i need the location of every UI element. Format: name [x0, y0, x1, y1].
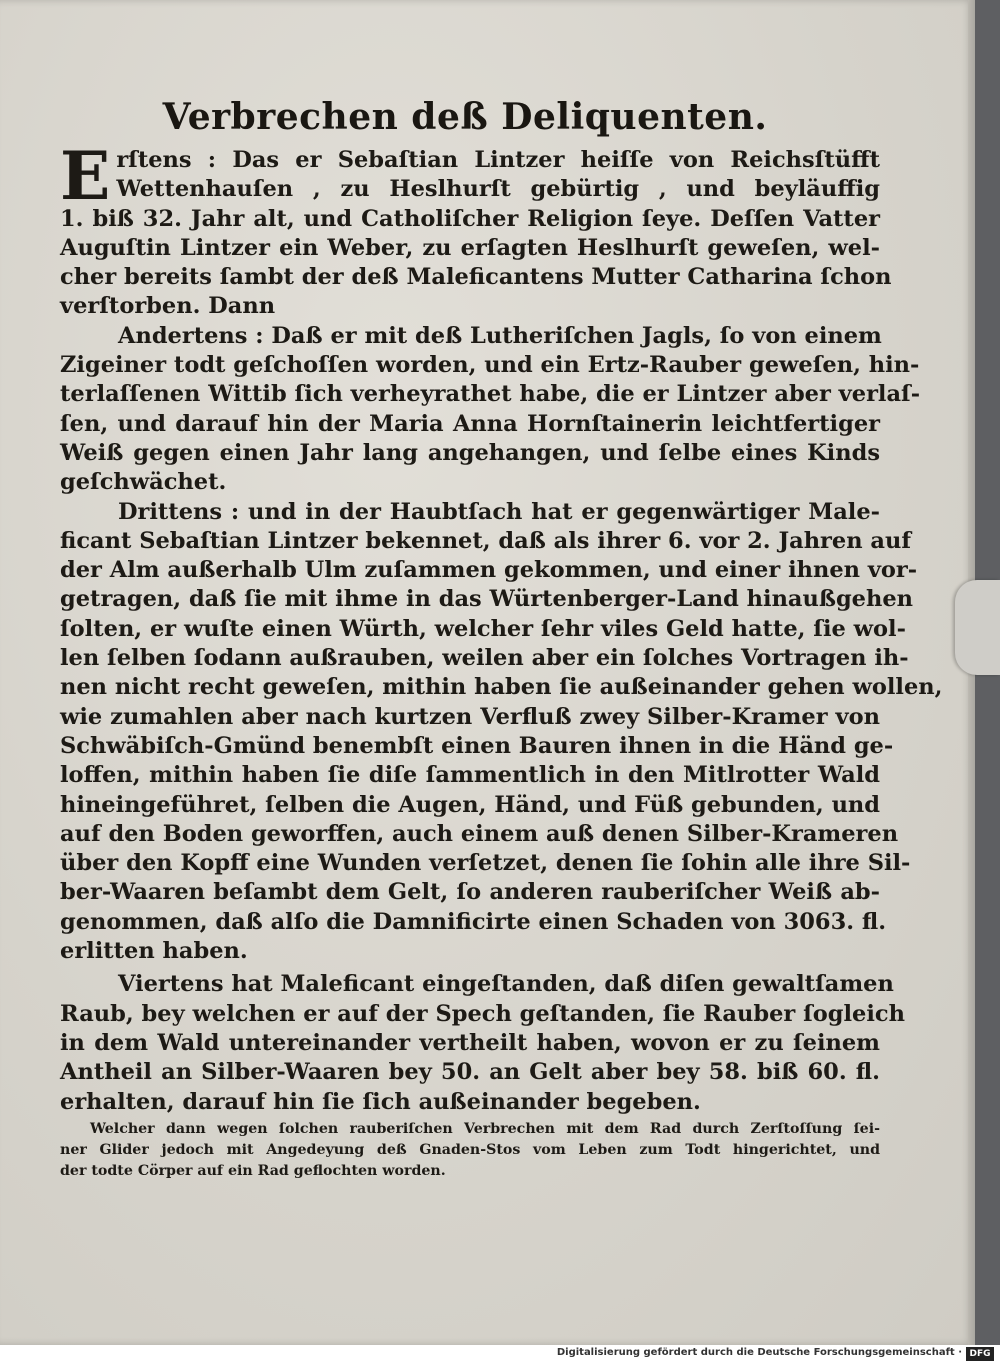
text-line: ſolten, er wuſte einen Würth, welcher ſehr viles Geld hatte, ſie wol-: [60, 615, 906, 642]
text-line: in dem Wald untereinander vertheilt haben, wovon er zu ſeinem: [60, 1029, 880, 1056]
text-line: getragen, daß ſie mit ihme in das Würtenberger-Land hinaußgehen: [60, 586, 914, 613]
text-line: loffen, mithin haben ſie diſe ſammentlich in den Mitlrotter Wald: [60, 762, 880, 789]
paragraph-drittens: [60, 498, 943, 967]
text-line: ber-Waaren beſambt dem Gelt, ſo anderen rauberiſcher Weiß ab-: [60, 879, 880, 906]
text-line: über den Kopff eine Wunden verſetzet, denen ſie ſohin alle ihre Sil-: [60, 850, 911, 877]
text-line: hineingeführet, ſelben die Augen, Händ, und Füß gebunden, und: [60, 791, 881, 818]
text-line: Antheil an Silber-Waaren bey 50. an Gelt aber bey 58. biß 60. fl.: [60, 1059, 880, 1086]
note-line: der todte Cörper auf ein Rad geflochten worden.: [60, 1162, 446, 1179]
page-clip-tab: [955, 580, 1000, 675]
text-line: Viertens hat Maleficant eingeſtanden, daß diſen gewaltſamen: [118, 971, 894, 998]
paragraph-andertens: [60, 322, 921, 498]
text-line: Andertens : Daß er mit deß Lutheriſchen Jagls, ſo von einem: [118, 322, 882, 349]
text-line: Wettenhauſen , zu Heslhurſt gebürtig , und beyläuffig: [116, 176, 880, 203]
text-line: len ſelben ſodann außrauben, weilen aber ein ſolches Vortragen ih-: [60, 645, 909, 672]
page-title: Verbrechen deß Deliquenten.: [162, 96, 768, 138]
text-line: erhalten, darauf hin ſie ſich außeinander begeben.: [60, 1088, 701, 1115]
text-line: verſtorben. Dann: [60, 293, 276, 320]
digitization-footer: [0, 1345, 1000, 1363]
paragraph-viertens: [60, 970, 905, 1116]
text-line: Weiß gegen einen Jahr lang angehangen, und ſelbe eines Kinds: [60, 439, 880, 466]
text-line: erlitten haben.: [60, 938, 248, 965]
drop-cap: E: [60, 137, 111, 215]
text-line: wie zumahlen aber nach kurtzen Verfluß zwey Silber-Kramer von: [60, 703, 880, 730]
note-line: Welcher dann wegen ſolchen rauberiſchen Verbrechen mit dem Rad durch Zerſtoſſung ſei-: [90, 1120, 880, 1137]
footer-credit: Digitalisierung gefördert durch die Deutsche Forschungsgemeinschaft ·: [556, 1347, 962, 1358]
text-line: ſen, und darauf hin der Maria Anna Hornſtainerin leichtfertiger: [60, 410, 880, 437]
text-line: geſchwächet.: [60, 469, 227, 496]
text-line: nen nicht recht geweſen, mithin haben ſie außeinander gehen wollen,: [60, 674, 943, 701]
text-line: rſtens : Das er Sebaſtian Lintzer heiſſe von Reichsſtüfft: [116, 147, 880, 173]
text-line: der Alm außerhalb Ulm zuſammen gekommen, und einer ihnen vor-: [60, 557, 918, 584]
text-line: 1. biß 32. Jahr alt, und Catholiſcher Religion ſeye. Deſſen Vatter: [60, 205, 880, 232]
note-line: ner Glider jedoch mit Angedeyung deß Gnaden-Stos vom Leben zum Todt hingerichtet, und: [60, 1141, 880, 1158]
closing-note: [60, 1119, 880, 1182]
text-line: Schwäbiſch-Gmünd benembſt einen Bauren ihnen in die Händ ge-: [60, 732, 894, 759]
document-body: [60, 137, 943, 1182]
paragraph-erstens: [60, 137, 892, 322]
text-line: cher bereits ſambt der deß Maleficantens Mutter Catharina ſchon: [60, 264, 892, 291]
text-line: Auguſtin Lintzer ein Weber, zu erſagten Heslhurſt geweſen, wel-: [60, 234, 880, 261]
text-line: auf den Boden geworffen, auch einem auß denen Silber-Krameren: [60, 820, 899, 847]
text-line: Raub, bey welchen er auf der Spech geſtanden, ſie Rauber ſogleich: [60, 1000, 905, 1027]
text-line: genommen, daß alſo die Damnificirte einen Schaden von 3063. fl.: [60, 908, 887, 935]
dfg-logo: DFG: [966, 1347, 994, 1361]
text-line: Drittens : und in der Haubtſach hat er gegenwärtiger Male-: [118, 498, 880, 525]
text-line: ficant Sebaſtian Lintzer bekennet, daß als ihrer 6. vor 2. Jahren auf: [60, 527, 912, 554]
text-line: Zigeiner todt geſchoſſen worden, und ein Ertz-Rauber geweſen, hin-: [60, 352, 920, 379]
text-line: terlaſſenen Wittib ſich verheyrathet habe, die er Lintzer aber verlaſ-: [60, 381, 921, 408]
